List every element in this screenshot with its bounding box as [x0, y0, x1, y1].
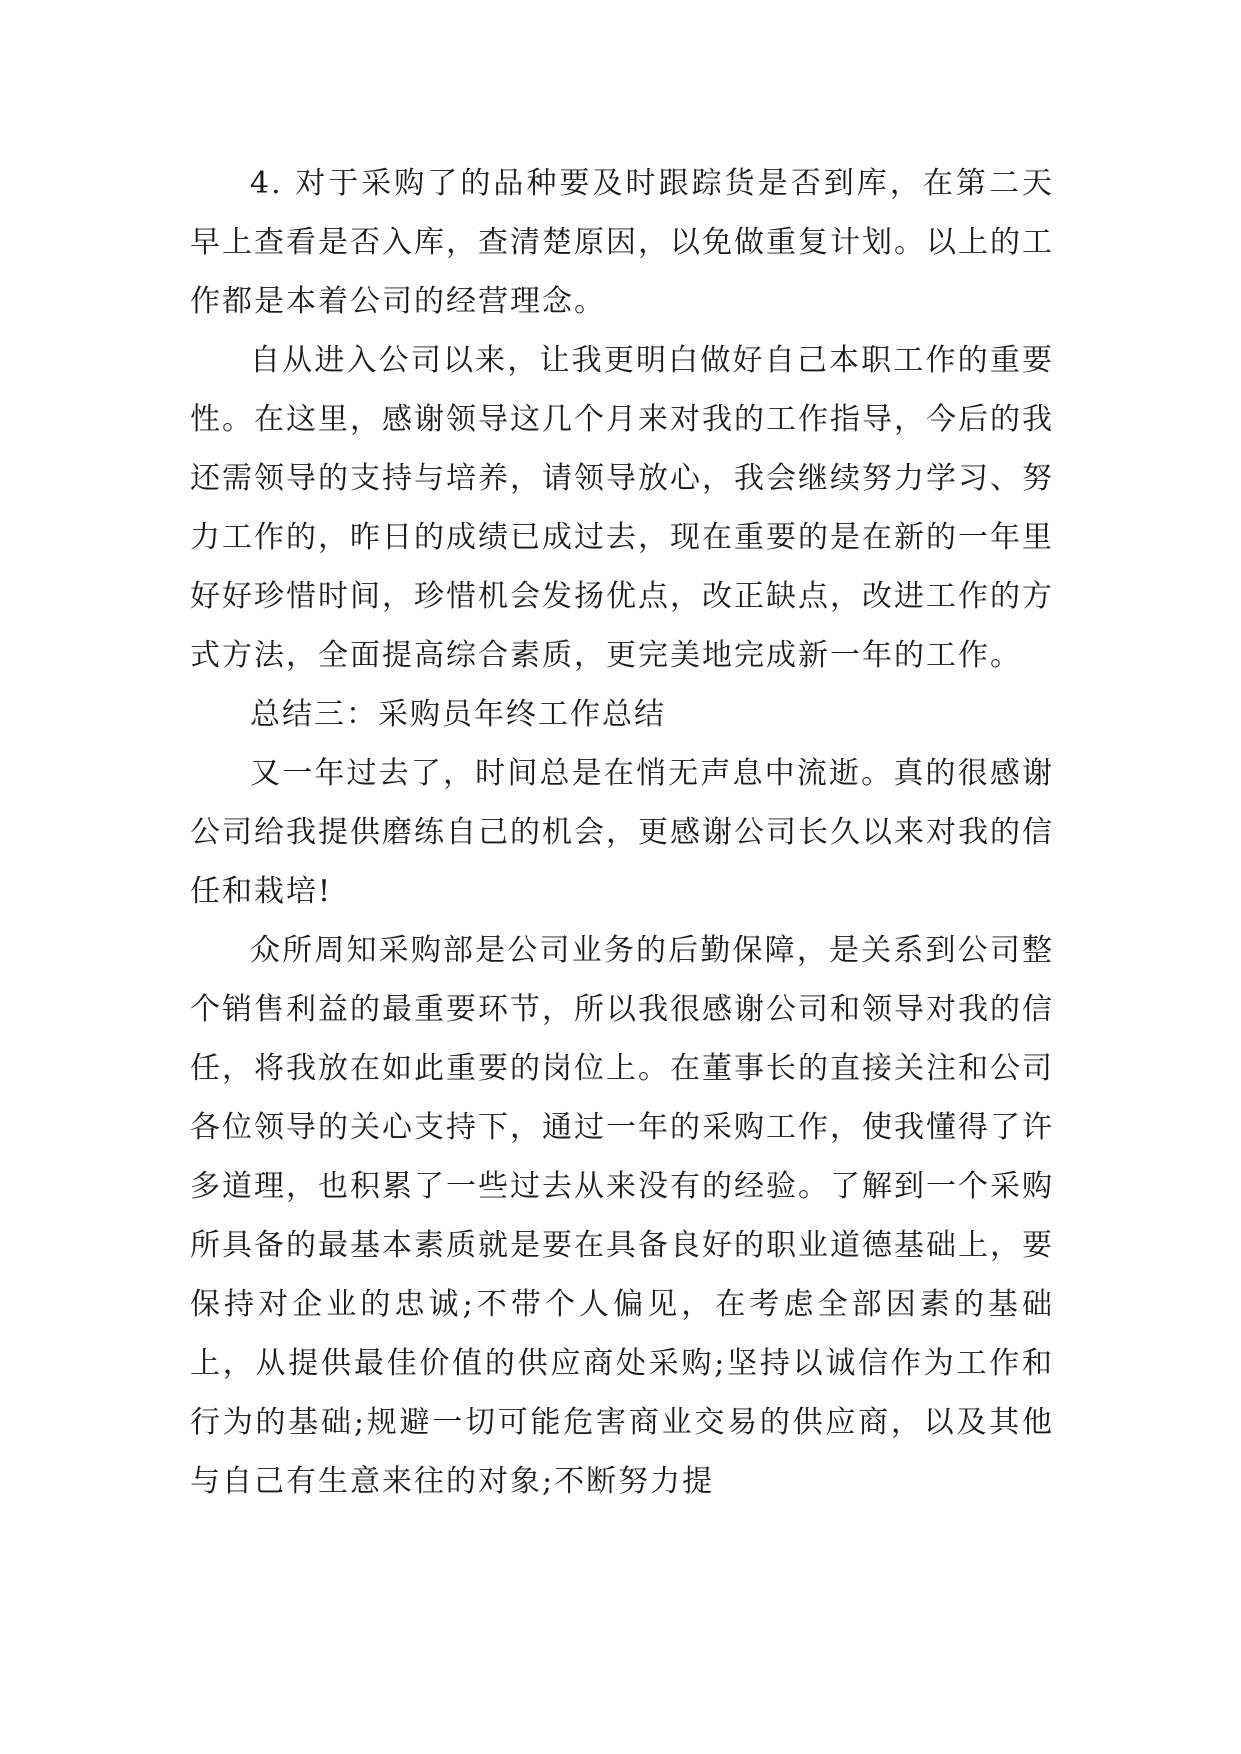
paragraph-gratitude: 自从进入公司以来，让我更明白做好自己本职工作的重要性。在这里，感谢领导这几个月来对我的工作指导，今后的我还需领导的支持与培养，请领导放心，我会继续努力学习、努力工作的，昨日的成绩已成过去，现在重要的是在新的一年里好好珍惜时间，珍惜机会发扬优点，改正缺点，改进工作的方式方法，全面提高综合素质，更完美地完成新一年的工作。: [190, 343, 1054, 673]
section-heading: 总结三：采购员年终工作总结: [250, 697, 666, 732]
paragraph-item-4: 4. 对于采购了的品种要及时跟踪货是否到库，在第二天早上查看是否入库，查清楚原因，以免做重复计划。以上的工作都是本着公司的经营理念。: [190, 166, 1054, 319]
paragraph-year-passed: 又一年过去了，时间总是在悄无声息中流逝。真的很感谢公司给我提供磨练自己的机会，更感谢公司长久以来对我的信任和栽培!: [190, 756, 1054, 909]
document-body: [190, 154, 1054, 1511]
paragraph-purchasing-dept: 众所周知采购部是公司业务的后勤保障，是关系到公司整个销售利益的最重要环节，所以我很感谢公司和领导对我的信任，将我放在如此重要的岗位上。在董事长的直接关注和公司各位领导的关心支持下，通过一年的采购工作，使我懂得了许多道理，也积累了一些过去从来没有的经验。了解到一个采购所具备的最基本素质就是要在具备良好的职业道德基础上，要保持对企业的忠诚;不带个人偏见，在考虑全部因素的基础上，从提供最佳价值的供应商处采购;坚持以诚信作为工作和行为的基础;规避一切可能危害商业交易的供应商，以及其他与自己有生意来往的对象;不断努力提: [190, 933, 1054, 1499]
